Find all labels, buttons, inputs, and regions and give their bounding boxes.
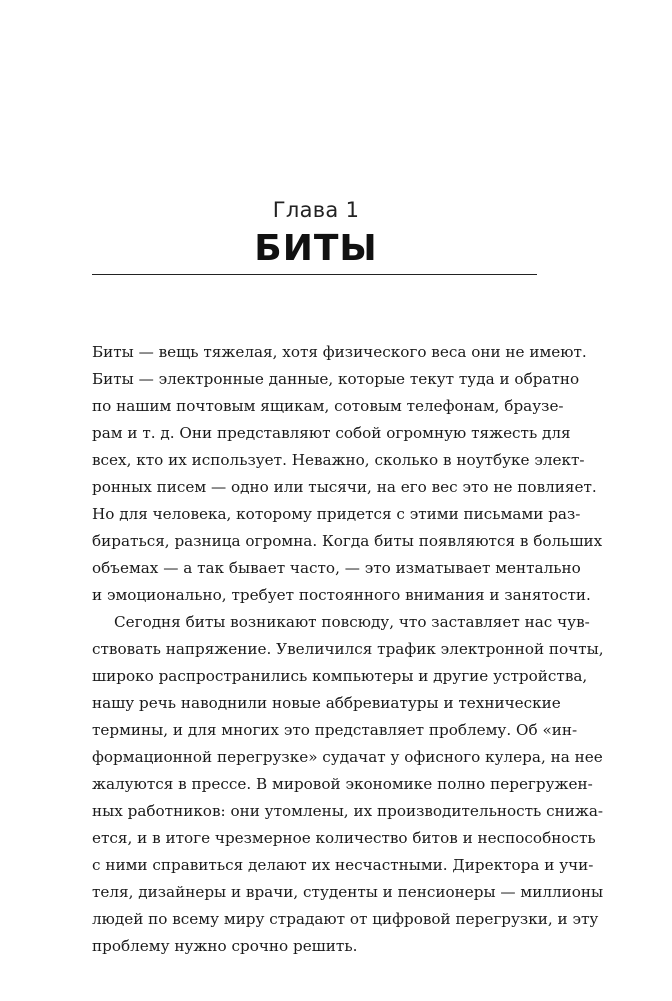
text-line: нашу речь наводнили новые аббревиатуры и технические bbox=[92, 694, 561, 712]
text-line: термины, и для многих это представляет проблему. Об «ин- bbox=[92, 721, 578, 739]
text-line: Но для человека, которому придется с этими письмами раз- bbox=[92, 505, 581, 523]
chapter-label: Глава 1 bbox=[272, 198, 360, 222]
text-line: всех, кто их использует. Неважно, сколько в ноутбуке элект- bbox=[92, 451, 585, 469]
text-line: ется, и в итоге чрезмерное количество битов и неспособность bbox=[92, 829, 596, 847]
text-line: по нашим почтовым ящикам, сотовым телефонам, браузе- bbox=[92, 397, 564, 415]
text-line: бираться, разница огромна. Когда биты появляются в больших bbox=[92, 532, 603, 550]
text-line: Сегодня биты возникают повсюду, что заставляет нас чув- bbox=[114, 613, 590, 631]
text-line: Биты — электронные данные, которые текут туда и обратно bbox=[92, 370, 580, 388]
paragraph bbox=[92, 609, 604, 960]
text-line: объемах — а так бывает часто, — это изматывает ментально bbox=[92, 559, 581, 577]
text-line: ствовать напряжение. Увеличился трафик электронной почты, bbox=[92, 640, 604, 658]
text-line: проблему нужно срочно решить. bbox=[92, 937, 358, 955]
text-line: рам и т. д. Они представляют собой огромную тяжесть для bbox=[92, 424, 571, 442]
text-line: людей по всему миру страдают от цифровой перегрузки, и эту bbox=[92, 910, 599, 928]
text-line: ных работников: они утомлены, их производительность снижа- bbox=[92, 802, 604, 820]
text-line: ронных писем — одно или тысячи, на его вес это не повлияет. bbox=[92, 478, 597, 496]
text-line: и эмоционально, требует постоянного внимания и занятости. bbox=[92, 586, 591, 604]
paragraph bbox=[92, 339, 603, 609]
text-line: Биты — вещь тяжелая, хотя физического веса они не имеют. bbox=[92, 343, 587, 361]
text-line: широко распространились компьютеры и другие устройства, bbox=[92, 667, 588, 685]
text-line: теля, дизайнеры и врачи, студенты и пенсионеры — миллионы bbox=[92, 883, 604, 901]
chapter-body bbox=[92, 339, 604, 960]
text-line: жалуются в прессе. В мировой экономике полно перегружен- bbox=[92, 775, 593, 793]
text-line: с ними справиться делают их несчастными. Директора и учи- bbox=[92, 856, 594, 874]
text-line: формационной перегрузке» судачат у офисного кулера, на нее bbox=[92, 748, 603, 766]
chapter-title: БИТЫ bbox=[254, 228, 378, 269]
chapter-divider bbox=[92, 274, 537, 275]
